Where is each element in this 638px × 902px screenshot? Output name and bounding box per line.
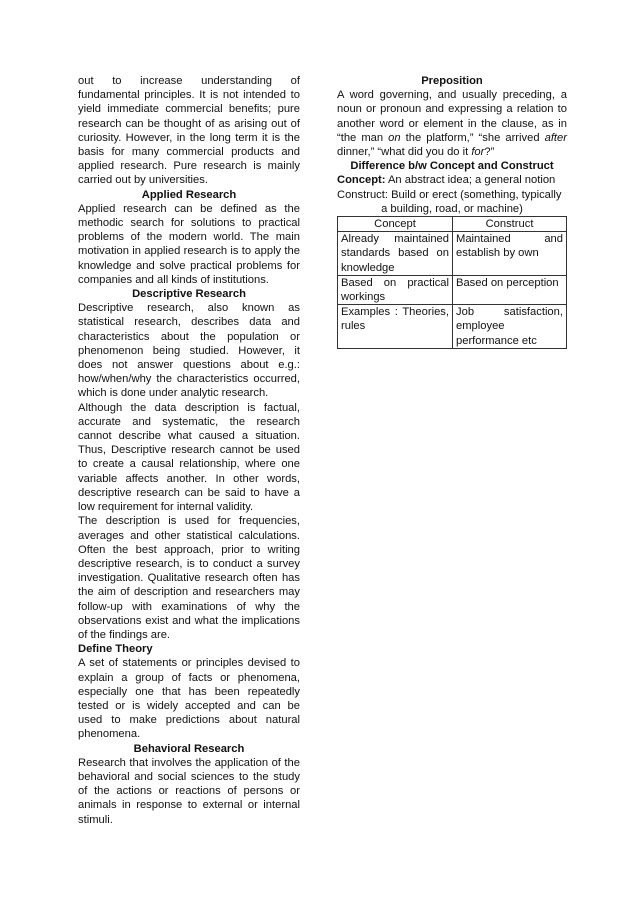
table-row <box>338 232 567 276</box>
construct-definition-line2: a building, road, or machine) <box>381 202 523 215</box>
prep-text-a: A word governing, and usually preceding, a noun or pronoun and expressing a relation to another word or element in the clause, as in “the man <box>337 89 567 144</box>
behavioral-paragraph: Research that involves the application of the behavioral and social sciences to the study of the actions or reactions of persons or animals in response to external or internal stimuli. <box>78 756 300 826</box>
prep-text-b: the platform,” “she arrived <box>400 131 545 144</box>
table-cell: Already maintained standards based on knowledge <box>338 232 453 276</box>
descriptive-paragraph-1: Descriptive research, also known as statistical research, describes data and characteristics about the population or phenomenon being studied. However, it does not answer questions about e.g.: how/when/why the characteristics occurred, which is done under analytic research. <box>78 302 300 400</box>
define-theory-heading: Define Theory <box>78 643 153 656</box>
left-column <box>78 74 300 827</box>
applied-research-paragraph: Applied research can be defined as the methodic search for solutions to practical problems of the modern world. The main motivation in applied research is to apply the knowledge and solve practical problems for companies and all kinds of institutions. <box>78 202 300 286</box>
prep-italic-after: after <box>544 131 567 144</box>
concept-definition <box>337 173 567 187</box>
table-cell: Examples : Theories, rules <box>338 305 453 349</box>
preposition-heading: Preposition <box>421 75 483 87</box>
prep-text-d: ?” <box>484 146 495 159</box>
table-row <box>338 305 567 349</box>
theory-paragraph: A set of statements or principles devised to explain a group of facts or phenomena, especially one that has been repeatedly tested or is widely accepted and can be used to make predictions about natural phenomena. <box>78 657 300 741</box>
table-header-construct: Construct <box>453 217 567 232</box>
applied-research-heading: Applied Research <box>141 188 237 201</box>
difference-heading: Difference b/w Concept and Construct <box>350 160 554 173</box>
concept-label: Concept: <box>337 174 386 187</box>
table-header-row <box>338 217 567 232</box>
behavioral-research-heading: Behavioral Research <box>133 742 245 755</box>
preposition-paragraph <box>337 88 567 159</box>
concept-def-text: An abstract idea; a general notion <box>385 174 556 187</box>
table-cell: Based on perception <box>453 275 567 304</box>
table-cell: Maintained and establish by own <box>453 232 567 276</box>
table-cell: Job satisfaction, employee performance etc <box>453 305 567 349</box>
prep-italic-on: on <box>388 131 401 144</box>
construct-definition: Construct: Build or erect (something, typically <box>337 188 562 201</box>
prep-italic-for: for <box>471 146 485 159</box>
table-cell: Based on practical workings <box>338 275 453 304</box>
pure-research-paragraph: out to increase understanding of fundamental principles. It is not intended to yield immediate commercial benefits; pure research can be thought of as arising out of curiosity. However, in the long term it is the basis for many commercial products and applied research. Pure research is mainly carried out by universities. <box>78 75 300 187</box>
descriptive-paragraph-2: Although the data description is factual, accurate and systematic, the research cannot describe what caused a situation. Thus, Descriptive research cannot be used to create a causal relationship, where one variable affects another. In other words, descriptive research can be said to have a low requirement for internal validity. <box>78 401 300 514</box>
descriptive-research-heading: Descriptive Research <box>132 288 246 301</box>
descriptive-paragraph-3: The description is used for frequencies, averages and other statistical calculations. Often the best approach, prior to writing descriptive research, is to conduct a survey investigation. Qualitative research often has the aim of description and researchers may follow-up with examinations of why the observations exist and what the implications of the findings are. <box>78 515 300 641</box>
table-row <box>338 275 567 304</box>
comparison-table <box>337 216 567 349</box>
table-header-concept: Concept <box>338 217 453 232</box>
prep-text-c: dinner,” “what did you do it <box>337 146 472 159</box>
right-column <box>337 74 567 349</box>
